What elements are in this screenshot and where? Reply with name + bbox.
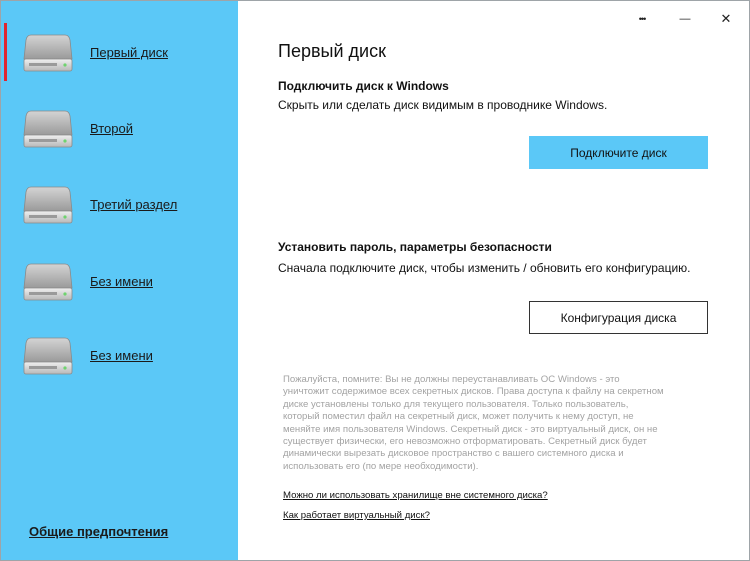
notice-line: уничтожит содержимое всех секретных дисков. Права доступа к файлу на секретном [283,386,664,398]
sidebar-disk-label[interactable]: Первый диск [90,45,168,60]
disk-configuration-button[interactable]: Конфигурация диска [529,301,708,334]
mount-section-heading: Подключить диск к Windows [278,79,449,93]
general-preferences-link[interactable]: Общие предпочтения [29,524,169,539]
hard-drive-icon [23,183,73,227]
sidebar-disk-item-2[interactable] [1,99,238,159]
hard-drive-icon [23,31,73,75]
hard-drive-icon [23,260,73,304]
sidebar-disk-label[interactable]: Второй [90,121,133,136]
sidebar [1,1,238,560]
sidebar-disk-item-1[interactable] [1,23,238,83]
notice-line: диске установлены только для текущего пользователя. Только пользователь, [283,398,629,410]
notice-line: существует физически, его невозможно отформатировать. Секретный диск будет [283,436,647,448]
mount-disk-button[interactable]: Подключите диск [529,136,708,169]
notice-line: динамически вырезать дисковое пространство с вашего системного диска и [283,448,624,460]
minimize-button[interactable] [669,7,701,31]
notice-line: который поместил файл на секретный диск, может получить к нему доступ, не [283,411,634,423]
minimize-icon: — [679,13,691,25]
sidebar-disk-label[interactable]: Без имени [90,348,153,363]
virtual-disk-help-link[interactable]: Как работает виртуальный диск? [283,510,430,521]
sidebar-disk-item-3[interactable] [1,175,238,235]
close-icon: ✕ [720,11,732,26]
external-storage-help-link[interactable]: Можно ли использовать хранилище вне системного диска? [283,490,548,501]
more-icon: ••• [638,14,646,24]
sidebar-disk-label[interactable]: Третий раздел [90,197,178,212]
notice-line: использовать его (по мере необходимости). [283,460,479,472]
mount-section-description: Скрыть или сделать диск видимым в проводнике Windows. [278,98,608,112]
hard-drive-icon [23,334,73,378]
notice-line: Пожалуйста, помните: Вы не должны переустанавливать ОС Windows - это [283,374,620,385]
sidebar-disk-item-5[interactable] [1,326,238,386]
security-section-description: Сначала подключите диск, чтобы изменить / обновить его конфигурацию. [278,261,691,275]
warning-notice [283,374,713,473]
page-title: Первый диск [278,41,386,61]
notice-line: меняйте имя пользователя Windows. Секретный диск - это виртуальный диск, он не [283,423,658,435]
hard-drive-icon [23,107,73,151]
sidebar-disk-label[interactable]: Без имени [90,274,153,289]
close-button[interactable] [710,7,742,31]
sidebar-disk-item-4[interactable] [1,252,238,312]
security-section-heading: Установить пароль, параметры безопасности [278,240,552,254]
more-options-button[interactable] [626,7,658,31]
